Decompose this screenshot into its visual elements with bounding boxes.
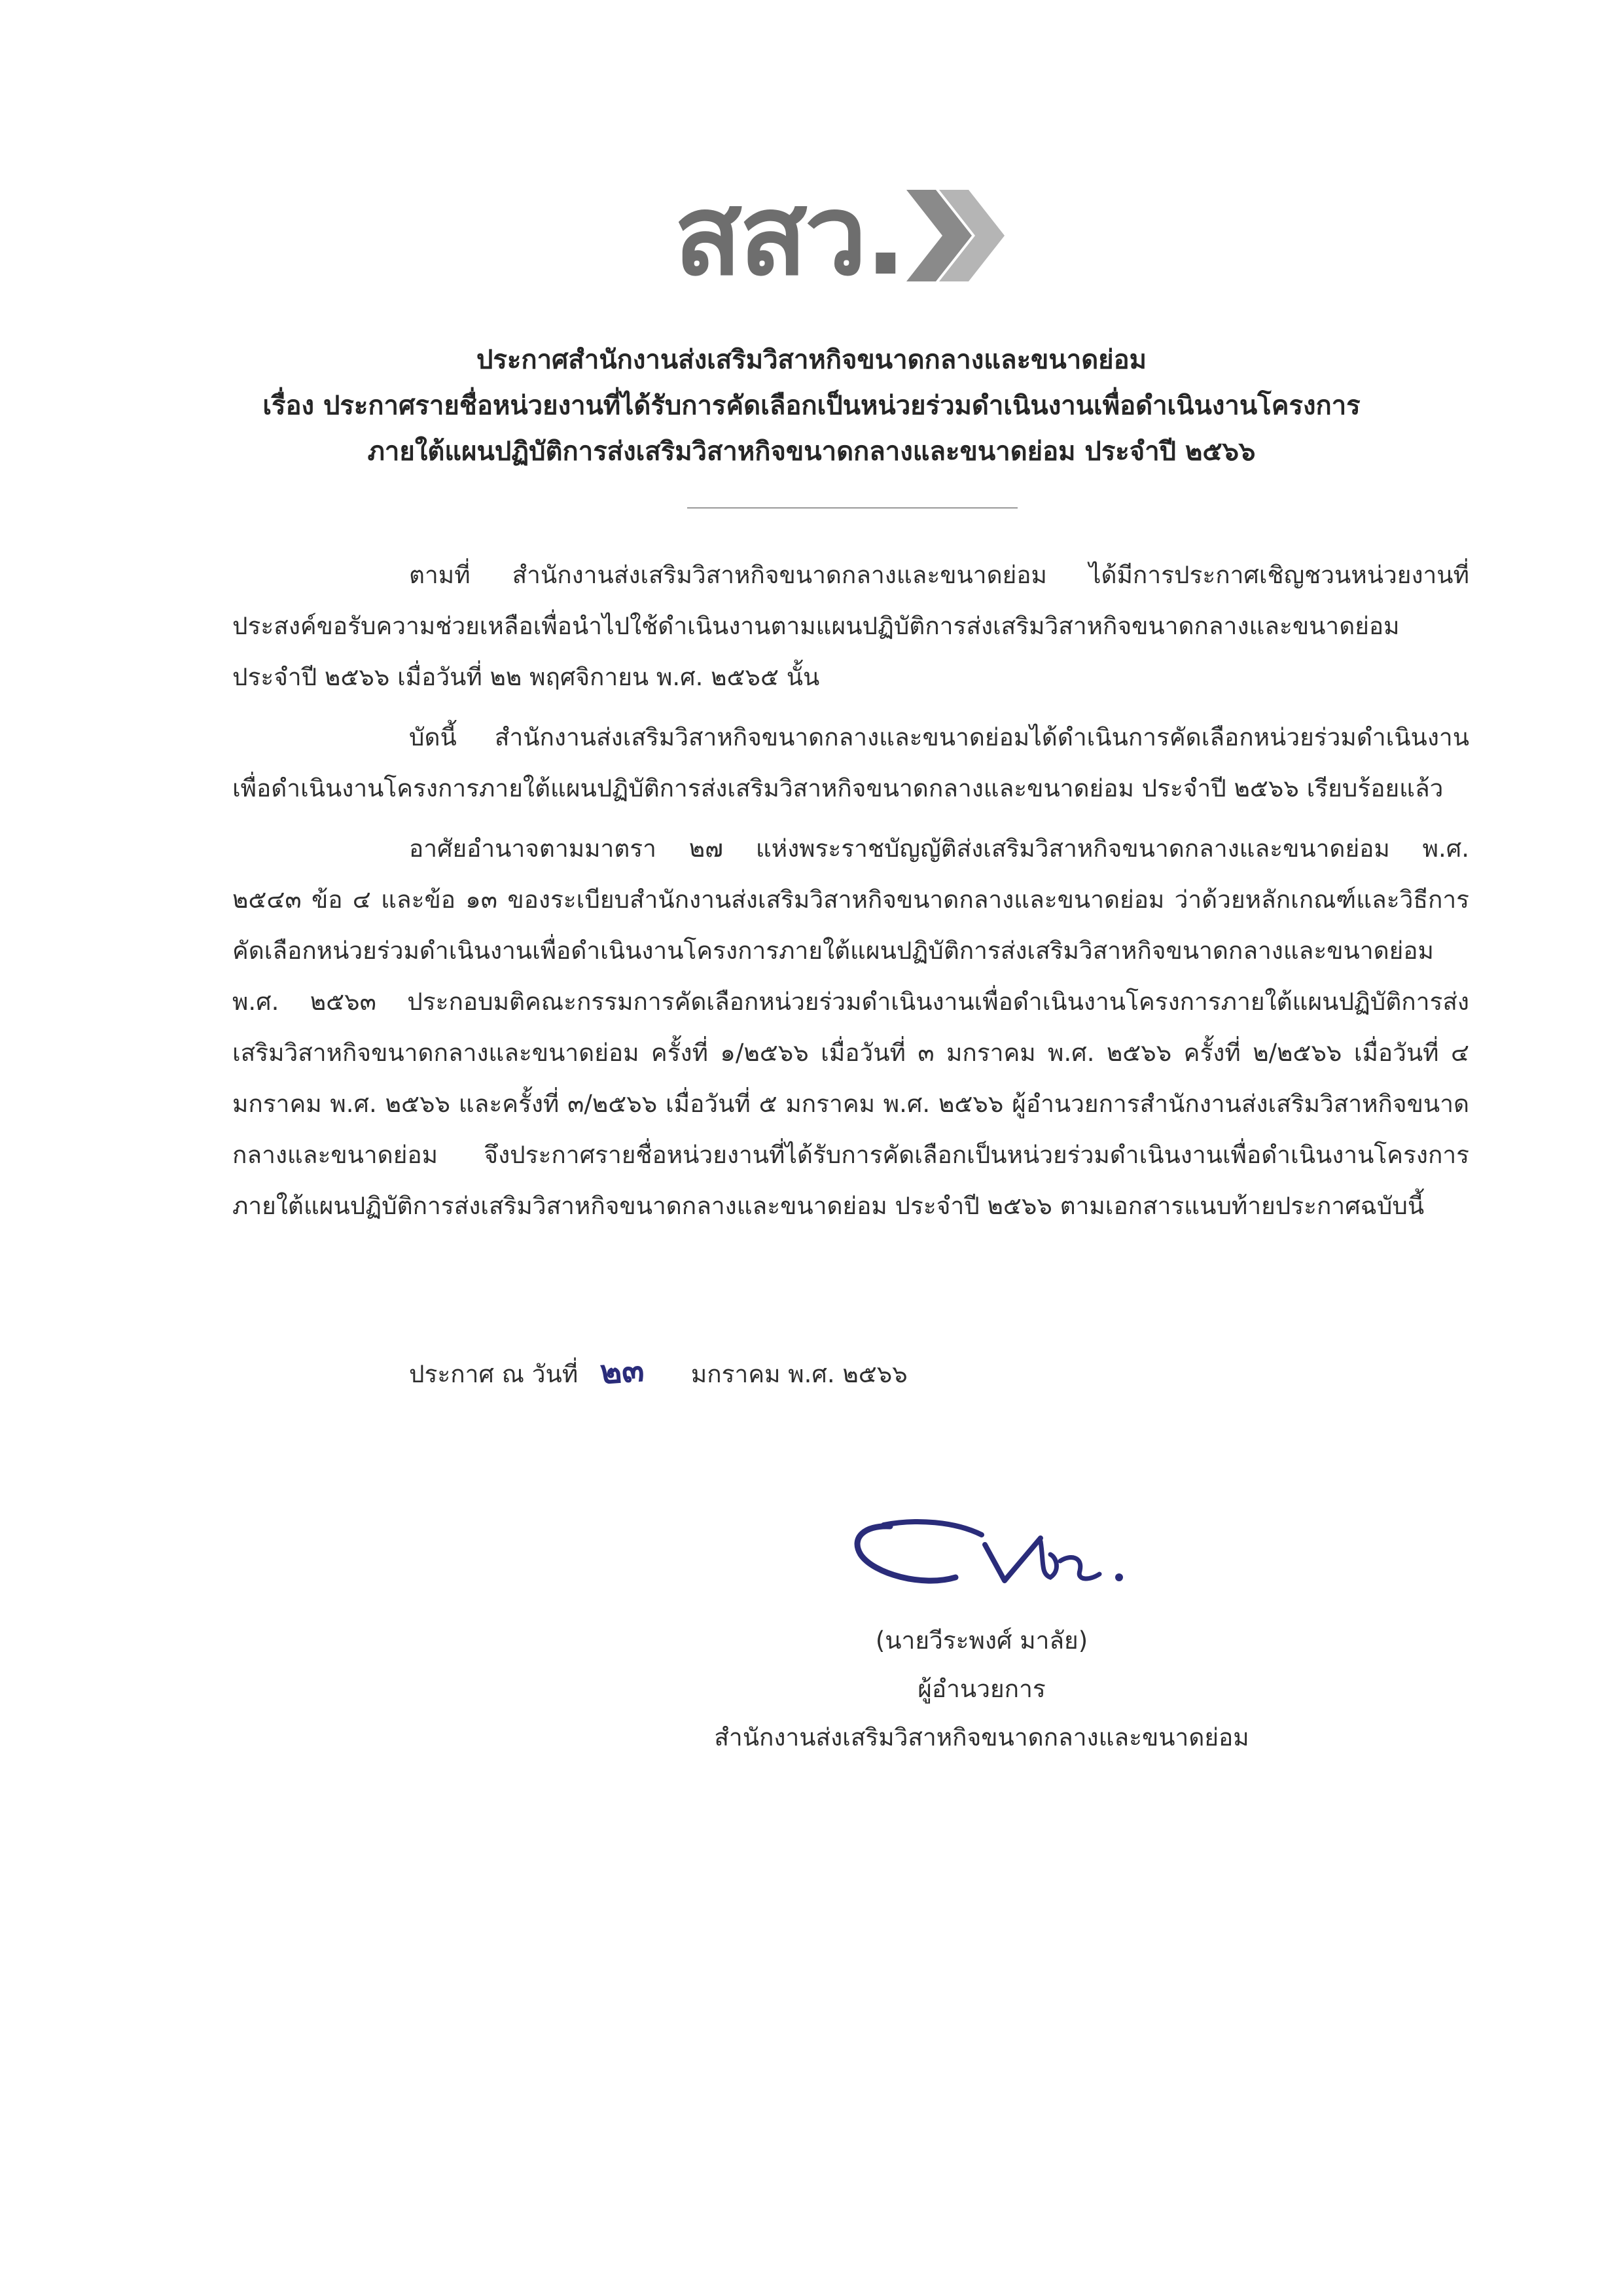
announcement-date <box>409 1345 908 1397</box>
signer-position: ผู้อำนวยการ <box>918 1675 1046 1703</box>
announcement-body <box>232 550 1469 1241</box>
signer-block <box>654 1617 1309 1762</box>
signature-image <box>844 1499 1158 1610</box>
paragraph-1: ตามที่ สำนักงานส่งเสริมวิสาหกิจขนาดกลางและขนาดย่อม ได้มีการประกาศเชิญชวนหน่วยงานที่ประสงค์ขอรับความช่วยเหลือเพื่อนำไปใช้ดำเนินงานตามแผนปฏิบัติการส่งเสริมวิสาหกิจขนาดกลางและขนาดย่อม ประจำปี ๒๕๖๖ เมื่อวันที่ ๒๒ พฤศจิกายน พ.ศ. ๒๕๖๕ นั้น <box>232 561 1469 691</box>
heading-title: ประกาศสำนักงานส่งเสริมวิสาหกิจขนาดกลางและขนาดย่อม <box>476 345 1147 375</box>
heading-divider <box>687 507 1018 509</box>
heading-subject: เรื่อง ประกาศรายชื่อหน่วยงานที่ได้รับการคัดเลือกเป็นหน่วยร่วมดำเนินงานเพื่อดำเนินงานโครงการ <box>262 391 1361 421</box>
paragraph-3: อาศัยอำนาจตามมาตรา ๒๗ แห่งพระราชบัญญัติส่งเสริมวิสาหกิจขนาดกลางและขนาดย่อม พ.ศ. ๒๕๔๓ ข้อ ๔ และข้อ ๑๓ ของระเบียบสำนักงานส่งเสริมวิสาหกิจขนาดกลางและขนาดย่อม ว่าด้วยหลักเกณฑ์และวิธีการคัดเลือกหน่วยร่วมดำเนินงานเพื่อดำเนินงานโครงการภายใต้แผนปฏิบัติการส่งเสริมวิสาหกิจขนาดกลางและขนาดย่อม พ.ศ. ๒๕๖๓ ประกอบมติคณะกรรมการคัดเลือกหน่วยร่วมดำเนินงานเพื่อดำเนินงานโครงการภายใต้แผนปฏิบัติการส่งเสริมวิสาหกิจขนาดกลางและขนาดย่อม ครั้งที่ ๑/๒๕๖๖ เมื่อวันที่ ๓ มกราคม พ.ศ. ๒๕๖๖ ครั้งที่ ๒/๒๕๖๖ เมื่อวันที่ ๔ มกราคม พ.ศ. ๒๕๖๖ และครั้งที่ ๓/๒๕๖๖ เมื่อวันที่ ๕ มกราคม พ.ศ. ๒๕๖๖ ผู้อำนวยการสำนักงานส่งเสริมวิสาหกิจขนาดกลางและขนาดย่อม จึงประกาศรายชื่อหน่วยงานที่ได้รับการคัดเลือกเป็นหน่วยร่วมดำเนินงานเพื่อดำเนินงานโครงการภายใต้แผนปฏิบัติการส่งเสริมวิสาหกิจขนาดกลางและขนาดย่อม ประจำปี ๒๕๖๖ ตามเอกสารแนบท้ายประกาศฉบับนี้ <box>232 834 1469 1220</box>
announcement-heading <box>131 337 1492 475</box>
date-day-handwritten: ๒๓ <box>598 1350 646 1392</box>
logo-text: สสว. <box>674 171 904 300</box>
signer-name: (นายวีระพงศ์ มาลัย) <box>875 1626 1088 1655</box>
paragraph-2: บัดนี้ สำนักงานส่งเสริมวิสาหกิจขนาดกลางและขนาดย่อมได้ดำเนินการคัดเลือกหน่วยร่วมดำเนินงานเพื่อดำเนินงานโครงการภายใต้แผนปฏิบัติการส่งเสริมวิสาหกิจขนาดกลางและขนาดย่อม ประจำปี ๒๕๖๖ เรียบร้อยแล้ว <box>232 723 1469 802</box>
signer-organization: สำนักงานส่งเสริมวิสาหกิจขนาดกลางและขนาดย่อม <box>714 1723 1249 1751</box>
date-prefix: ประกาศ ณ วันที่ <box>409 1360 579 1388</box>
heading-subject-cont: ภายใต้แผนปฏิบัติการส่งเสริมวิสาหกิจขนาดกลางและขนาดย่อม ประจำปี ๒๕๖๖ <box>367 437 1256 467</box>
chevron-arrows-icon <box>900 183 1011 288</box>
sme-logo <box>674 171 1014 300</box>
date-month-year: มกราคม พ.ศ. ๒๕๖๖ <box>690 1360 908 1388</box>
